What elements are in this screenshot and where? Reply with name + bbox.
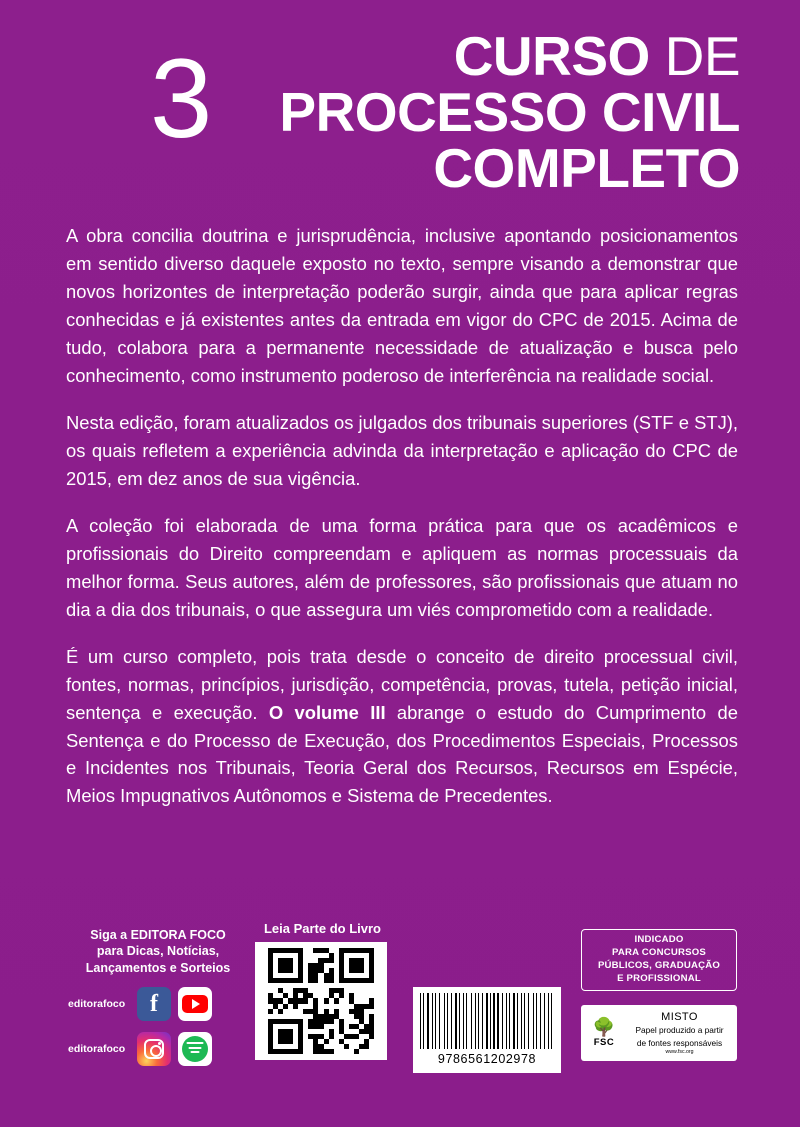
footer	[0, 921, 800, 1127]
title-line-1	[279, 25, 740, 87]
title-lines	[279, 25, 740, 200]
title-line-3: COMPLETO	[433, 137, 740, 200]
spotify-waves-shape	[182, 1036, 208, 1062]
paragraph-2: Nesta edição, foram atualizados os julgados dos tribunais superiores (STF e STJ), os quais refletem a experiência advinda da interpretação e aplicação do CPC de 2015, em dez anos de sua vigência.	[66, 411, 738, 489]
fsc-desc-line-1: Papel produzido a partir	[635, 1025, 724, 1036]
social-block	[68, 927, 248, 1066]
seal-indicado-line-4: E PROFISSIONAL	[617, 972, 701, 984]
tree-icon: 🌳	[592, 1017, 616, 1037]
paragraph-4	[66, 643, 738, 811]
title-word-curso: CURSO	[453, 25, 650, 87]
qr-code-matrix	[268, 948, 374, 1054]
title-word-de: DE	[664, 25, 740, 87]
fsc-title: MISTO	[661, 1011, 698, 1024]
barcode-bars	[420, 993, 554, 1049]
youtube-play-shape	[182, 995, 208, 1013]
isbn-number: 9786561202978	[437, 1052, 537, 1066]
title-row	[60, 24, 740, 200]
seal-indicado-line-2: PARA CONCURSOS	[612, 947, 706, 959]
barcode-block	[413, 987, 561, 1073]
paragraph-4-bold: O volume III	[268, 701, 386, 723]
social-handle-facebook: editorafoco	[68, 997, 126, 1010]
paragraph-4-before: É um curso completo, pois trata desde o conceito de direito processual civil, fontes, normas, princípios, jurisdição, competência, provas, tutela, petição inicial, sentença e execução.	[66, 645, 738, 723]
paragraph-3: A coleção foi elaborada de uma forma prática para que os acadêmicos e profissionais do Direito compreendam e apliquem as normas processuais da melhor forma. Seus autores, além de professores, são profissionais que atuam no dia a dia dos tribunais, o que assegura um viés comprometido com a realidade.	[66, 514, 738, 620]
social-row-2	[68, 1032, 248, 1066]
title-block	[0, 24, 800, 200]
instagram-icon[interactable]	[137, 1032, 171, 1066]
description-text	[66, 222, 738, 810]
social-handle-instagram: editorafoco	[68, 1042, 126, 1055]
seal-indicado-text	[598, 934, 720, 986]
seal-indicado	[581, 929, 737, 991]
fsc-text	[628, 1011, 731, 1055]
youtube-icon[interactable]	[178, 987, 212, 1021]
volume-number: 3	[150, 36, 211, 161]
social-title	[68, 927, 248, 976]
paragraph-4-after: abrange o estudo do Cumprimento de Sentença e do Processo de Execução, dos Procedimentos Especiais, Processos e Incidentes nos Tribunais, Teoria Geral dos Recursos, Recursos em Espécie, Meios Impugnativos Autônomos e Sistema de Precedentes.	[66, 701, 738, 807]
qr-code[interactable]	[255, 942, 387, 1060]
social-title-line-1: Siga a EDITORA FOCO	[90, 928, 226, 942]
qr-block	[255, 921, 390, 1060]
fsc-mark	[587, 1018, 621, 1048]
seal-indicado-line-1: INDICADO	[634, 934, 684, 946]
facebook-icon[interactable]: f	[137, 987, 171, 1021]
fsc-desc-line-2: de fontes responsáveis	[636, 1037, 723, 1048]
social-title-line-2: para Dicas, Notícias,	[96, 944, 220, 959]
fsc-url: www.fsc.org	[665, 1048, 694, 1055]
title-line-2: PROCESSO CIVIL	[279, 81, 740, 144]
seal-fsc	[581, 1005, 737, 1061]
qr-label: Leia Parte do Livro	[263, 921, 382, 936]
fsc-label: FSC	[593, 1037, 615, 1048]
social-title-line-3: Lançamentos e Sorteios	[85, 960, 231, 975]
spotify-icon[interactable]	[178, 1032, 212, 1066]
social-row-1	[68, 987, 248, 1021]
seal-indicado-line-3: PÚBLICOS, GRADUAÇÃO	[597, 960, 721, 971]
paragraph-1: A obra concilia doutrina e jurisprudência, inclusive apontando posicionamentos em sentido diverso daquele exposto no texto, sempre visando a demonstrar que novos horizontes de interpretação poderão surgir, ainda que para aplicar regras conhecidas e já existentes antes da entrada em vigor do CPC de 2015. Acima de tudo, colabora para a permanente necessidade de atualização e busca pelo conhecimento, como instrumento poderoso de interferência na realidade social.	[66, 225, 738, 386]
